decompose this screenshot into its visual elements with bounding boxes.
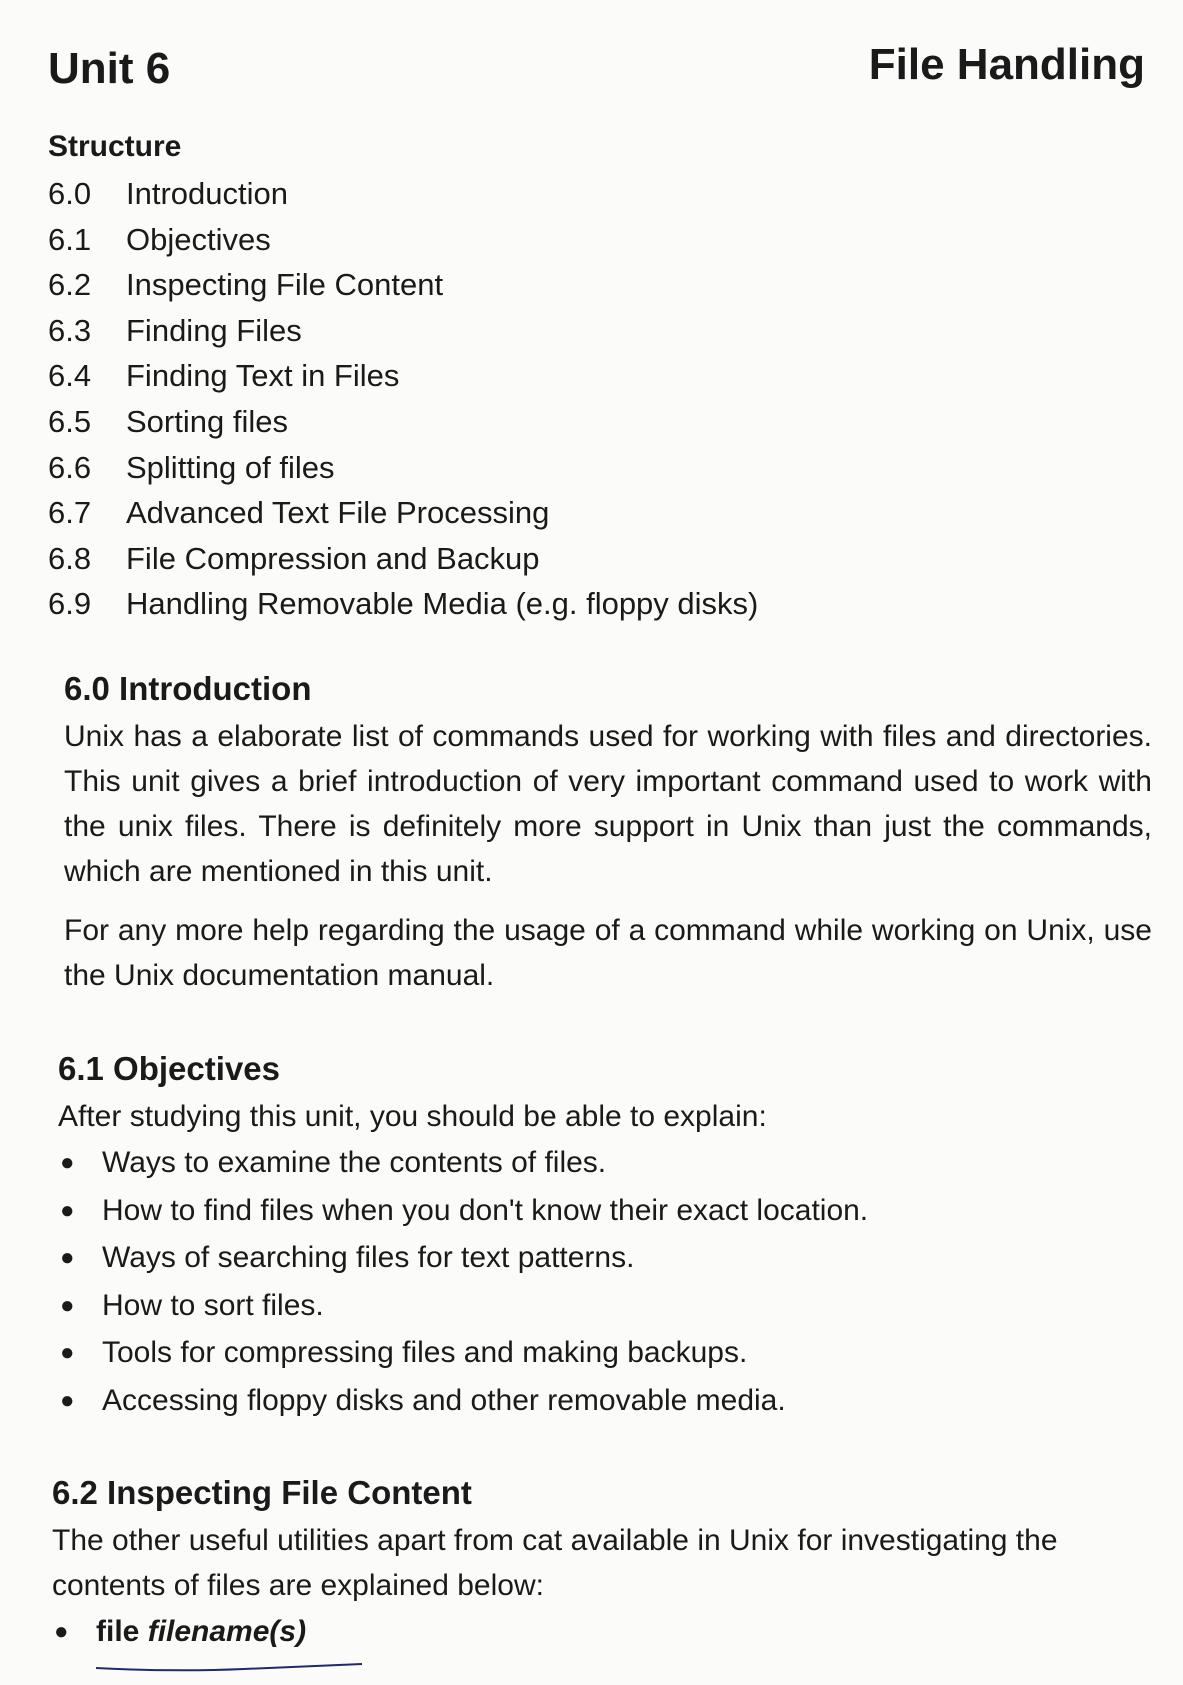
toc-item [48,176,758,222]
toc-item [48,404,758,450]
list-item [58,1139,1146,1187]
toc-item [48,450,758,496]
introduction-heading: 6.0 Introduction [64,670,312,707]
bullet-icon: ● [60,1339,75,1367]
list-item-text: Ways of searching files for text patterns. [102,1241,635,1275]
toc-label: Handling Removable Media (e.g. floppy disks) [126,586,759,622]
objectives-list [58,1139,1146,1425]
list-item [52,1608,1152,1656]
list-item [58,1234,1146,1282]
toc-number: 6.2 [48,267,92,303]
toc-number: 6.6 [48,449,92,485]
introduction-section [64,670,1152,998]
bullet-icon: ● [60,1196,75,1224]
structure-heading: Structure [48,130,182,163]
table-of-contents [48,176,758,632]
list-item [58,1187,1146,1235]
objectives-lead: After studying this unit, you should be able to explain: [58,1100,767,1133]
toc-item [48,313,758,359]
list-item [58,1377,1146,1425]
list-item-text: Ways to examine the contents of files. [102,1146,607,1179]
command-name: file [96,1615,140,1648]
bullet-icon: ● [60,1149,75,1176]
toc-item [48,222,758,268]
objectives-heading: 6.1 Objectives [58,1050,280,1087]
toc-number: 6.8 [48,540,92,576]
bullet-icon: ● [60,1386,75,1414]
list-item [58,1329,1146,1377]
command-argument: filename(s) [147,1615,307,1648]
objectives-section [58,1050,1146,1425]
pen-underline-icon [94,1660,364,1674]
introduction-paragraph: Unix has a elaborate list of commands used for working with files and directories. This unit gives a brief introduction of very important command used to work with the unix files. There is definitely more support in Unix than just the commands, which are mentioned in this unit. [64,720,1152,888]
toc-label: Objectives [126,221,271,257]
list-item-text: Accessing floppy disks and other removable media. [102,1383,786,1417]
toc-number: 6.5 [48,403,92,439]
bullet-icon: ● [60,1244,75,1272]
list-item-text: Tools for compressing files and making backups. [102,1336,748,1370]
toc-item [48,541,758,587]
list-item-text: How to sort files. [102,1288,324,1322]
inspecting-section [52,1474,1152,1656]
toc-label: Finding Files [126,312,302,348]
inspecting-heading: 6.2 Inspecting File Content [52,1474,472,1511]
toc-number: 6.0 [48,176,92,211]
toc-number: 6.4 [48,358,92,394]
toc-label: Introduction [126,176,288,211]
toc-number: 6.1 [48,221,92,257]
list-item-text: How to find files when you don't know their exact location. [102,1193,869,1227]
unit-title: Unit 6 [48,44,171,93]
bullet-icon: ● [54,1618,69,1645]
toc-item [48,267,758,313]
toc-number: 6.7 [48,495,92,531]
toc-label: Sorting files [126,403,288,439]
chapter-title: File Handling [868,40,1145,89]
toc-item [48,586,758,632]
bullet-icon: ● [60,1291,75,1319]
inspecting-list [52,1608,1152,1656]
toc-label: Finding Text in Files [126,358,400,394]
toc-label: Advanced Text File Processing [126,495,550,531]
introduction-paragraph: For any more help regarding the usage of a command while working on Unix, use the Unix documentation manual. [64,914,1152,992]
toc-item [48,358,758,404]
toc-label: Splitting of files [126,449,335,485]
toc-label: File Compression and Backup [126,540,540,576]
toc-item [48,495,758,541]
list-item [58,1282,1146,1330]
toc-label: Inspecting File Content [126,267,444,303]
toc-number: 6.9 [48,586,92,622]
toc-number: 6.3 [48,312,92,348]
inspecting-paragraph: The other useful utilities apart from cat available in Unix for investigating the contents of files are explained below: [52,1524,1058,1602]
